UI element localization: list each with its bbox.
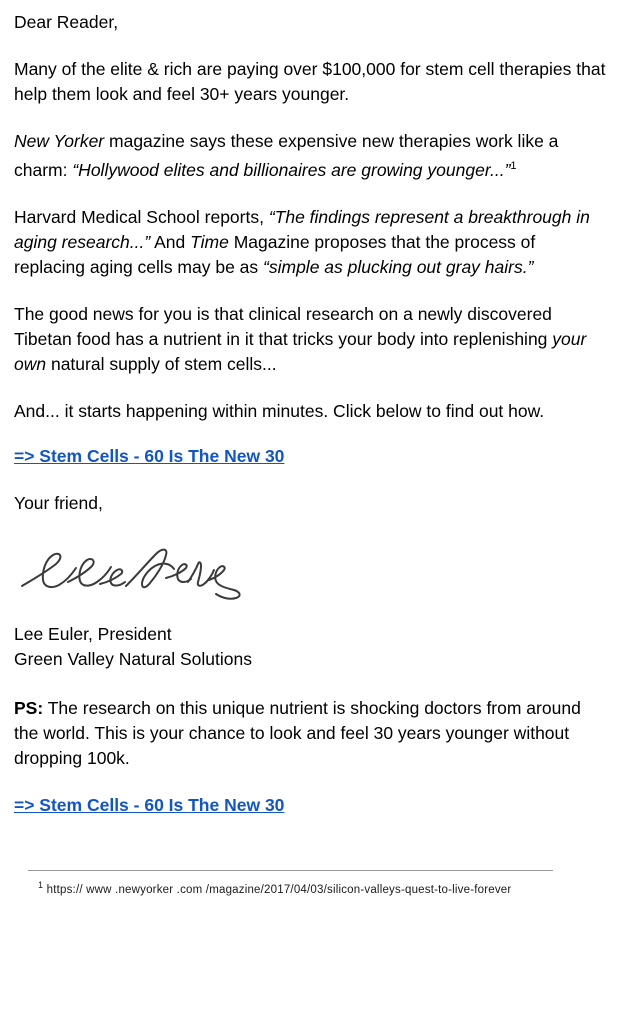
cta-link-top[interactable]: => Stem Cells - 60 Is The New 30 (14, 445, 285, 466)
signature-image (16, 542, 607, 608)
ps-label: PS: (14, 697, 44, 718)
sender-name-block (14, 622, 607, 672)
paragraph-good-news (14, 302, 607, 377)
good-news-lead: The good news for you is that clinical research on a newly discovered Tibetan food has a nutrient in it that tricks your body into replenishing (14, 303, 553, 349)
harvard-tail: Magazine proposes that the process of replacing aging cells may be as (14, 231, 536, 277)
time-quote: “simple as plucking out gray hairs.” (263, 256, 534, 277)
sender-name: Lee Euler, President (14, 623, 172, 644)
cta-top-block (14, 444, 607, 469)
good-news-tail: natural supply of stem cells... (46, 353, 277, 374)
paragraph-intro (14, 57, 607, 107)
harvard-quote: “The findings represent a breakthrough in aging research...” (14, 206, 590, 252)
new-yorker-quote: “Hollywood elites and billionaires are growing younger...” (72, 159, 511, 180)
paragraph-ps (14, 696, 607, 771)
footnote-marker-inline: 1 (510, 160, 517, 172)
signoff: Your friend, (14, 492, 103, 513)
footnote (38, 877, 607, 898)
time-magazine-title: Time (190, 231, 229, 252)
harvard-lead: Harvard Medical School reports, (14, 206, 269, 227)
paragraph-harvard (14, 205, 607, 280)
greeting: Dear Reader, (14, 12, 119, 32)
paragraph-call-to-action-intro: And... it starts happening within minutes. Click below to find out how. (14, 400, 545, 421)
sender-company: Green Valley Natural Solutions (14, 648, 252, 669)
paragraph-new-yorker (14, 129, 607, 183)
footnote-divider (28, 870, 553, 871)
harvard-mid: And (150, 231, 191, 252)
good-news-emphasis: your own (14, 328, 587, 374)
cta-link-bottom[interactable]: => Stem Cells - 60 Is The New 30 (14, 794, 285, 815)
cta-bottom-block (14, 793, 607, 818)
new-yorker-lead: magazine says these expensive new therapies work like a charm: (14, 131, 559, 180)
paragraph-intro-text: Many of the elite & rich are paying over $100,000 for stem cell therapies that help them look and feel 30+ years younger. (14, 59, 606, 104)
spacer (14, 840, 607, 854)
new-yorker-title: New Yorker (14, 131, 105, 151)
ps-text: The research on this unique nutrient is shocking doctors from around the world. This is your chance to look and feel 30 years younger without dropping 100k. (14, 697, 581, 768)
footnote-number: 1 (38, 879, 44, 890)
footnote-url: https:// www .newyorker .com /magazine/2017/04/03/silicon-valleys-quest-to-live-forever (46, 883, 512, 896)
